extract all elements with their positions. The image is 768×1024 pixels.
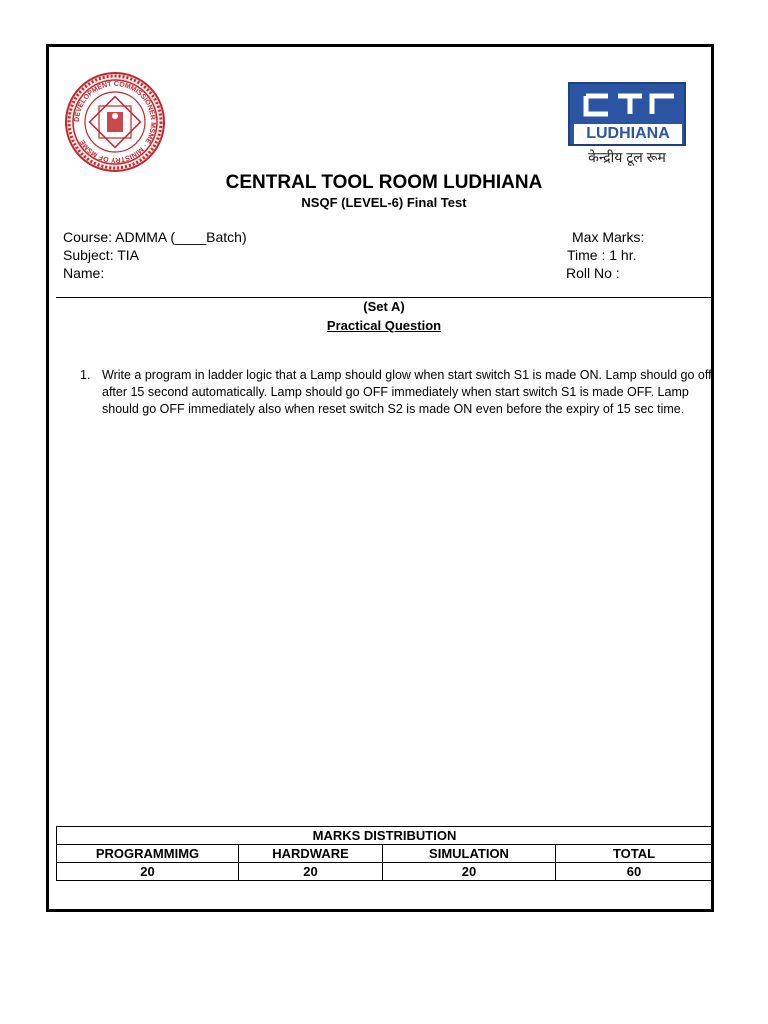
institute-title: CENTRAL TOOL ROOM LUDHIANA <box>225 172 543 193</box>
marks-table-title: MARKS DISTRIBUTION <box>57 827 713 845</box>
test-subtitle: NSQF (LEVEL-6) Final Test <box>301 195 467 210</box>
roll-no-field: Roll No : <box>566 265 620 281</box>
time-field: Time : 1 hr. <box>567 247 637 263</box>
question-text: Write a program in ladder logic that a Lamp should glow when start switch S1 is made ON. Lamp should go off after 15 second automatically. Lamp should go OFF immediately when start switch S1 is made OFF. Lamp should go OFF immediately also when reset switch S2 is made ON even before the expiry of 15 sec time. <box>102 368 712 416</box>
course-field: Course: ADMMA (____Batch) <box>63 229 247 245</box>
marks-distribution-table <box>56 826 713 881</box>
marks-header-cell: SIMULATION <box>383 845 556 863</box>
marks-header-cell: TOTAL <box>556 845 713 863</box>
marks-value-cell: 20 <box>239 863 383 881</box>
marks-value-row <box>57 863 713 881</box>
set-label: (Set A) <box>363 299 405 314</box>
ctr-logo-city: LUDHIANA <box>574 124 682 144</box>
subject-field: Subject: TIA <box>63 247 140 263</box>
seal-text: DEVELOPMENT COMMISSIONER MSME · MINISTRY OF MSME <box>73 80 157 164</box>
msme-seal-logo <box>62 72 168 172</box>
marks-header-row <box>57 845 713 863</box>
name-field: Name: <box>63 265 105 281</box>
ctr-logo-hindi: केन्द्रीय टूल रूम <box>588 149 666 165</box>
header-divider <box>56 297 712 298</box>
marks-value-cell: 20 <box>57 863 239 881</box>
marks-value-cell: 60 <box>556 863 713 881</box>
marks-header-cell: HARDWARE <box>239 845 383 863</box>
ctr-letters-graphic <box>576 90 680 118</box>
question-number: 1. <box>80 368 91 382</box>
section-title: Practical Question <box>326 318 442 333</box>
marks-value-cell: 20 <box>383 863 556 881</box>
marks-header-cell: PROGRAMMIMG <box>57 845 239 863</box>
ctr-ludhiana-logo <box>568 82 690 170</box>
max-marks-field: Max Marks: <box>572 229 645 245</box>
